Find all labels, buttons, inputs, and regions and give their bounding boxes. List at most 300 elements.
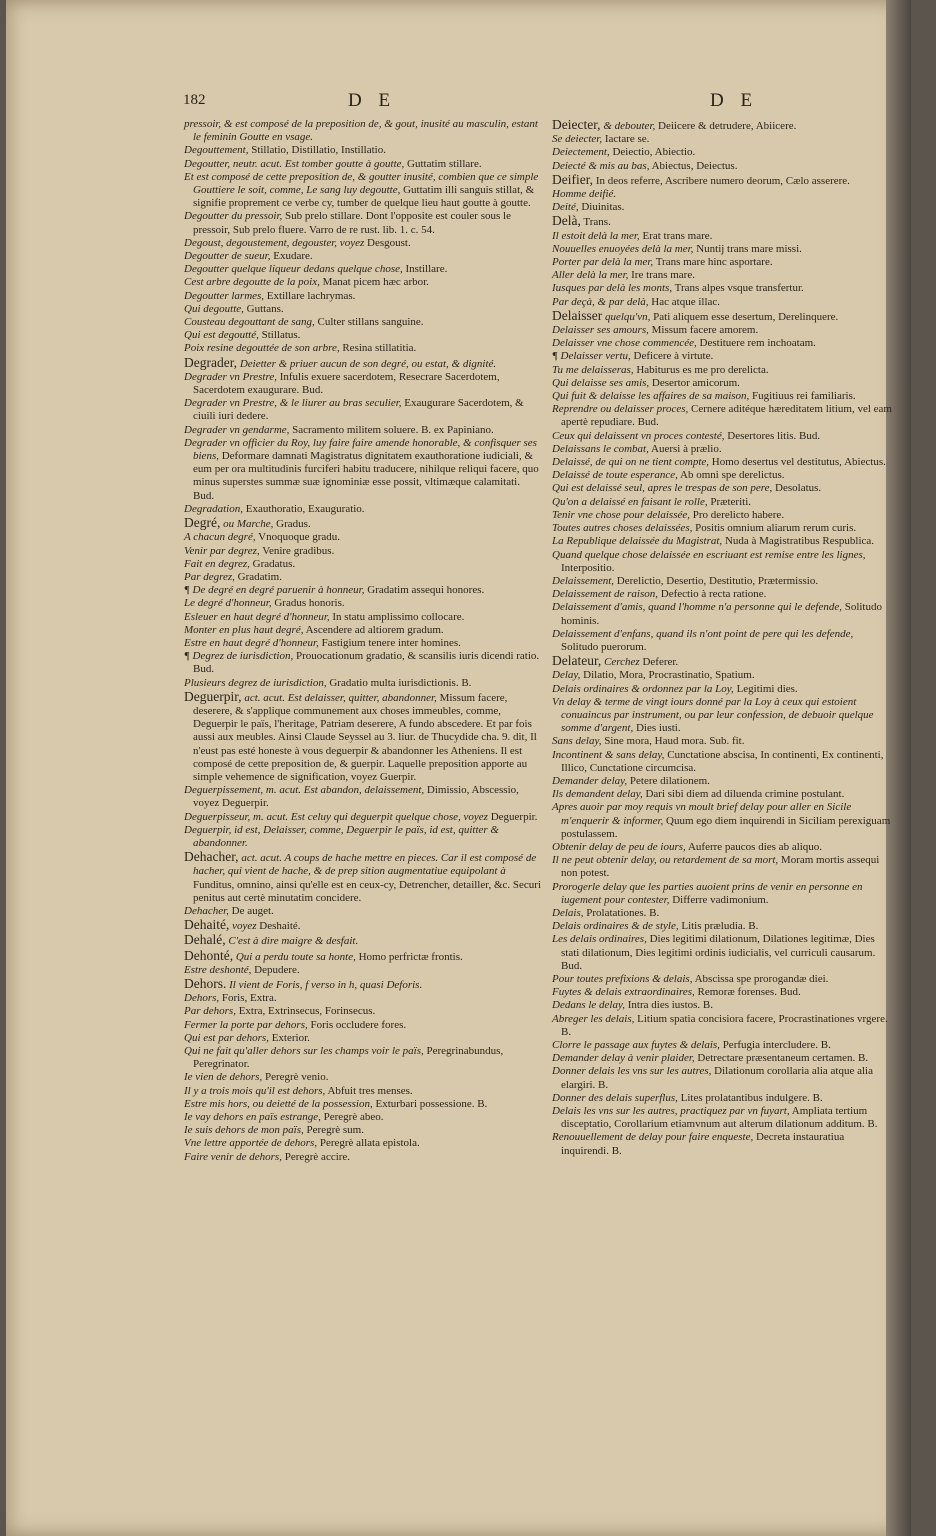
entry-french: Incontinent & sans delay, — [552, 748, 665, 761]
entry-french: Degoutter, neutr. acut. Est tomber goutte à goutte, — [184, 157, 405, 170]
entry-latin: Litis præludia. B. — [681, 920, 759, 933]
entry-latin: Desertores litis. Bud. — [727, 429, 821, 442]
entry-latin: Perfugia intercludere. B. — [722, 1039, 831, 1052]
dictionary-entry — [552, 443, 892, 456]
dictionary-entry — [184, 918, 542, 933]
entry-french: Degrader vn officier du Roy, luy faire faire amende honorable, & confisquer ses biens, — [184, 436, 537, 463]
entry-latin: Exaugurare Sacerdotem, & ciuili iuri dedere. — [193, 397, 524, 423]
dictionary-entry — [552, 133, 892, 146]
dictionary-entry — [552, 683, 892, 696]
entry-french: ¶ Degrez de iurisdiction, — [184, 650, 294, 663]
entry-french: & debouter, — [603, 120, 656, 132]
entry-latin: Gradus. — [276, 518, 311, 531]
entry-french: ¶ Delaisser vertu, — [552, 350, 631, 363]
entry-french: ou Marche, — [223, 518, 274, 531]
dictionary-entry — [184, 977, 542, 992]
entry-latin: Habiturus es me pro derelicta. — [636, 363, 769, 376]
entry-french: Qui delaisse ses amis, — [552, 376, 650, 389]
dictionary-entry — [184, 1137, 542, 1150]
dictionary-entry — [184, 210, 542, 236]
entry-latin: Destituere rem inchoatam. — [699, 337, 816, 350]
entry-headword: Delaisser — [552, 307, 603, 323]
entry-french: Apres auoir par moy requis vn moult brief delay pour aller en Sicile m'enquerir & informer, — [552, 801, 852, 827]
dictionary-entry — [184, 637, 542, 650]
entry-latin: Gradatim assequi honores. — [367, 584, 485, 597]
entry-latin: Interpositio. — [561, 561, 615, 574]
entry-french: Donner des delais superflus, — [552, 1091, 678, 1104]
dictionary-entry — [552, 1013, 892, 1039]
dictionary-entry — [552, 788, 892, 801]
entry-latin: Dilatio, Mora, Procrastinatio, Spatium. — [583, 669, 755, 682]
entry-french: Sans delay, — [552, 735, 602, 748]
entry-french: Cest arbre degoutte de la poix, — [184, 276, 320, 289]
dictionary-entry — [184, 1111, 542, 1124]
entry-french: Dehors, — [184, 992, 220, 1005]
entry-french: Porter par delà la mer, — [552, 256, 654, 269]
entry-latin: Pro derelicto habere. — [692, 508, 785, 521]
entry-french: Cousteau degouttant de sang, — [184, 316, 315, 329]
entry-latin: Exterior. — [271, 1031, 310, 1044]
entry-latin: Deficere à virtute. — [633, 350, 714, 363]
entry-french: La Republique delaissée du Magistrat, — [552, 535, 723, 548]
dictionary-entry — [552, 214, 892, 229]
entry-latin: Hac atque illac. — [651, 295, 721, 308]
entry-latin: Petere dilationem. — [629, 774, 710, 787]
entry-latin: Peregrinabundus, Peregrinator. — [193, 1045, 504, 1071]
entry-headword: Degrader, — [184, 354, 238, 370]
entry-headword: Delà, — [552, 213, 581, 229]
entry-latin: Infulis exuere sacerdotem, Resecrare Sacerdotem, Sacerdotem exaugurare. Bud. — [193, 370, 500, 397]
entry-french: Par deçà, & par delà, — [552, 295, 649, 308]
entry-headword: Deguerpir, — [184, 688, 242, 704]
entry-latin: Nuda à Magistratibus Respublica. — [724, 535, 875, 548]
entry-latin: De auget. — [231, 904, 274, 917]
entry-latin: Diuinitas. — [581, 201, 625, 214]
dictionary-entry — [184, 1071, 542, 1084]
dictionary-entry — [552, 1092, 892, 1105]
entry-french: Delais, — [552, 906, 584, 919]
entry-latin: Abfuit tres menses. — [327, 1084, 413, 1097]
entry-french: Toutes autres choses delaissées, — [552, 522, 693, 535]
dictionary-entry — [552, 920, 892, 933]
dictionary-entry — [552, 282, 892, 295]
entry-french: Ceux qui delaissent vn proces contesté, — [552, 429, 725, 442]
dictionary-entry — [552, 482, 892, 495]
entry-french: Degoutter quelque liqueur dedans quelque chose, — [184, 263, 403, 276]
dictionary-entry — [184, 545, 542, 558]
entry-latin: Peregrè accire. — [284, 1150, 351, 1163]
entry-french: Fait en degrez, — [184, 557, 250, 570]
dictionary-entry — [184, 597, 542, 610]
entry-french: Qui fuit & delaisse les affaires de sa maison, — [552, 390, 750, 403]
entry-french: Vne lettre apportée de dehors, — [184, 1137, 318, 1150]
entry-french: Qui est delaissé seul, apres le trespas de son pere, — [552, 482, 773, 495]
dictionary-entry — [184, 1098, 542, 1111]
entry-french: Renouuellement de delay pour faire enqueste, — [552, 1131, 754, 1144]
dictionary-entry — [184, 531, 542, 544]
dictionary-entry — [552, 146, 892, 159]
entry-french: Qui degoutte, — [184, 302, 244, 315]
entry-french: Vn delay & terme de vingt iours donné par la Loy à ceux qui estoient conuaincus par instrument, ou par leur confession, de debuoir quelque somme d'argent, — [552, 695, 874, 735]
entry-french: Delaissement, — [552, 574, 615, 587]
book-page — [6, 0, 911, 1536]
entry-french: Degoutter du pressoir, — [184, 210, 283, 223]
dictionary-entry — [552, 390, 892, 403]
dictionary-entry — [552, 775, 892, 788]
entry-latin: Depudere. — [254, 963, 300, 976]
dictionary-entry — [552, 654, 892, 669]
entry-latin: Missum facere amorem. — [651, 324, 759, 337]
entry-french: Degrader vn gendarme, — [184, 423, 290, 436]
dictionary-entry — [184, 290, 542, 303]
entry-french: Par degrez, — [184, 570, 235, 583]
entry-latin: Cunctatione abscisa, In continenti, Ex continenti, Illico, Cunctatione circumcisa. — [561, 748, 884, 774]
dictionary-entry — [184, 437, 542, 503]
entry-latin: Fugitiuus rei familiaris. — [752, 390, 856, 403]
entry-latin: Cernere aditéque hæreditatem litium, vel eam apertè repudiare. Bud. — [561, 403, 892, 429]
entry-latin: Prolatationes. B. — [586, 906, 660, 919]
entry-latin: Desertor amicorum. — [651, 376, 740, 389]
dictionary-entry — [184, 171, 542, 211]
dictionary-entry — [184, 784, 542, 810]
entry-latin: Prouocationum gradatio, & scansilis iuris dicendi ratio. Bud. — [193, 650, 540, 676]
entry-french: Iusques par delà les monts, — [552, 282, 673, 295]
entry-latin: Abiectus, Deiectus. — [651, 159, 738, 172]
entry-latin: Remoræ forenses. Bud. — [697, 986, 801, 999]
dictionary-entry — [552, 256, 892, 269]
entry-latin: Peregrè abeo. — [323, 1111, 384, 1124]
dictionary-entry — [552, 854, 892, 880]
dictionary-entry — [552, 160, 892, 173]
dictionary-entry — [184, 992, 542, 1005]
entry-headword: Deifier, — [552, 171, 594, 187]
dictionary-entry — [184, 905, 542, 918]
entry-french: Donner delais les vns sur les autres, — [552, 1065, 712, 1078]
entry-latin: Guttans. — [246, 302, 284, 315]
dictionary-entry — [552, 1052, 892, 1065]
entry-french: Delais ordinaires & de style, — [552, 920, 679, 933]
entry-french: Tu me delaisseras, — [552, 363, 634, 376]
dictionary-entry — [184, 342, 542, 355]
dictionary-entry — [184, 584, 542, 597]
entry-french: Monter en plus haut degré, — [184, 623, 304, 636]
entry-french: voyez — [232, 920, 257, 933]
dictionary-entry — [552, 309, 892, 324]
dictionary-entry — [184, 1151, 542, 1164]
dictionary-entry — [184, 329, 542, 342]
entry-latin: Ab omni spe derelictus. — [680, 469, 785, 482]
dictionary-entry — [184, 356, 542, 371]
entry-latin: Dimissio, Abscessio, voyez Deguerpir. — [193, 784, 519, 810]
entry-latin: Deformare damnati Magistratus dignitatem exauthoratione iudiciali, & eum per ora multitudinis furciferi habitu traducere, nihilque reliqui facere, quo minus superstes summæ suæ ignominiæ esse possit, vltimæque calamitati. Bud. — [193, 450, 539, 502]
entry-french: Demander delay à venir plaider, — [552, 1052, 695, 1065]
dictionary-entry — [184, 144, 542, 157]
dictionary-entry — [552, 201, 892, 214]
entry-latin: Resina stillatitia. — [342, 342, 417, 355]
entry-french: Clorre le passage aux fuytes & delais, — [552, 1039, 720, 1052]
entry-latin: Venire gradibus. — [262, 544, 335, 557]
entry-french: Estre mis hors, ou deietté de la possession, — [184, 1097, 373, 1110]
entry-latin: Positis omnium aliarum rerum curis. — [695, 522, 857, 535]
entry-french: Venir par degrez, — [184, 544, 260, 557]
dictionary-entry — [552, 1105, 892, 1131]
dictionary-entry — [552, 575, 892, 588]
dictionary-entry — [184, 690, 542, 784]
entry-latin: Derelictio, Desertio, Destitutio, Prætermissio. — [616, 574, 819, 587]
dictionary-entry — [184, 158, 542, 171]
dictionary-entry — [184, 118, 542, 144]
entry-french: Degoutter de sueur, — [184, 250, 271, 263]
dictionary-entry — [552, 973, 892, 986]
dictionary-entry — [184, 624, 542, 637]
entry-latin: Ire trans mare. — [631, 269, 695, 282]
entry-latin: Intra dies iustos. B. — [627, 999, 714, 1012]
dictionary-entry — [552, 1131, 892, 1157]
entry-french: Dedans le delay, — [552, 999, 626, 1012]
entry-latin: Solitudo puerorum. — [561, 640, 647, 653]
dictionary-entry — [184, 316, 542, 329]
dictionary-entry — [552, 269, 892, 282]
entry-latin: Deferer. — [642, 656, 679, 669]
entry-latin: Culter stillans sanguine. — [317, 316, 424, 329]
entry-latin: Foris, Extra. — [221, 992, 277, 1005]
dictionary-entry — [552, 296, 892, 309]
dictionary-entry — [184, 1019, 542, 1032]
entry-latin: Legitimi dies. — [736, 682, 798, 695]
dictionary-entry — [552, 496, 892, 509]
entry-latin: Auferre paucos dies ab aliquo. — [687, 840, 823, 853]
dictionary-entry — [552, 549, 892, 575]
entry-french: Estre deshonté, — [184, 963, 252, 976]
entry-headword: Dehacher, — [184, 849, 239, 865]
entry-latin: Homo perfrictæ frontis. — [358, 950, 463, 963]
dictionary-entry — [184, 949, 542, 964]
entry-french: Qui est par dehors, — [184, 1031, 269, 1044]
entry-latin: Peregrè sum. — [306, 1124, 364, 1137]
entry-french: Ils demandent delay, — [552, 788, 643, 801]
dictionary-entry — [184, 571, 542, 584]
left-running-head: D E — [348, 90, 397, 111]
entry-latin: Erat trans mare. — [642, 229, 713, 242]
entry-french: Dehacher, — [184, 904, 229, 917]
dictionary-entry — [552, 601, 892, 627]
dictionary-entry — [184, 850, 542, 905]
entry-latin: Præteriti. — [710, 495, 752, 508]
entry-latin: In statu amplissimo collocare. — [332, 610, 465, 623]
entry-latin: Trans. — [583, 216, 611, 229]
entry-french: Delay, — [552, 669, 581, 682]
entry-latin: Sine mora, Haud mora. Sub. fit. — [604, 735, 745, 748]
entry-french: Par dehors, — [184, 1005, 236, 1018]
dictionary-entry — [552, 456, 892, 469]
entry-french: Degoutter larmes, — [184, 289, 265, 302]
entry-latin: Iactare se. — [604, 133, 650, 146]
dictionary-entry — [552, 509, 892, 522]
right-running-head: D E — [710, 90, 759, 111]
entry-latin: Pati aliquem esse desertum, Derelinquere. — [653, 310, 839, 323]
entry-french: Faire venir de dehors, — [184, 1150, 282, 1163]
entry-french: C'est à dire maigre & desfait. — [228, 935, 359, 948]
entry-french: Deietter & priuer aucun de son degré, ou estat, & dignité. — [239, 357, 497, 370]
entry-french: Estre en haut degré d'honneur, — [184, 636, 319, 649]
entry-latin: Gradatus. — [252, 557, 296, 570]
dictionary-entry — [552, 350, 892, 363]
dictionary-entry — [184, 611, 542, 624]
entry-latin: Peregrè allata epistola. — [319, 1137, 420, 1150]
dictionary-entry — [552, 430, 892, 443]
dictionary-entry — [552, 1039, 892, 1052]
entry-french: Delaisser ses amours, — [552, 324, 649, 337]
entry-latin: Homo desertus vel destitutus, Abiectus. — [711, 456, 886, 469]
entry-latin: Trans mare hinc asportare. — [655, 256, 773, 269]
entry-french: Il vient de Foris, f verso in h, quasi Deforis. — [229, 979, 423, 991]
dictionary-entry — [184, 276, 542, 289]
right-column — [552, 118, 892, 1158]
entry-french: Pour toutes prefixions & delais, — [552, 973, 693, 985]
dictionary-entry — [552, 749, 892, 775]
entry-latin: Gradus honoris. — [274, 597, 345, 610]
entry-latin: Gradatio multa iurisdictionis. B. — [329, 676, 472, 689]
running-header — [6, 90, 911, 118]
entry-latin: Defectio à recta ratione. — [660, 588, 767, 601]
entry-latin: Manat picem hæc arbor. — [322, 276, 429, 289]
entry-french: Se deiecter, — [552, 133, 603, 146]
entry-latin: Foris occludere fores. — [310, 1018, 407, 1031]
entry-latin: Guttatim stillare. — [407, 157, 482, 170]
dictionary-entry — [552, 230, 892, 243]
entry-latin: Ampliata tertium disceptatio, Corollarium etiamvnum aut alterum dilationum additum. B. — [561, 1105, 878, 1131]
dictionary-entry — [552, 669, 892, 682]
entry-headword: Deiecter, — [552, 117, 601, 132]
dictionary-entry — [184, 263, 542, 276]
entry-french: Quand quelque chose delaissée en escriuant est remise entre les lignes, — [552, 548, 866, 561]
entry-latin: Decreta instauratiua inquirendi. B. — [561, 1131, 845, 1157]
dictionary-entry — [552, 469, 892, 482]
dictionary-entry — [184, 237, 542, 250]
entry-headword: Dehalé, — [184, 932, 226, 948]
entry-latin: Deiectio, Abiectio. — [612, 146, 696, 159]
entry-latin: Guttatim illi sanguis stillat, & signifie proprement ce verbe cy, tumber de quelque lieu haut goutte à goutte. — [193, 184, 535, 210]
entry-latin: Extra, Extrinsecus, Forinsecus. — [238, 1005, 376, 1018]
entry-french: act. acut. Est delaisser, quitter, abandonner, — [244, 691, 437, 704]
entry-latin: Instillare. — [405, 263, 448, 276]
entry-latin: Trans alpes vsque transfertur. — [674, 282, 804, 295]
dictionary-entry — [184, 933, 542, 948]
entry-french: Deité, — [552, 201, 579, 214]
entry-french: Deguerpir, id est, Delaisser, comme, Deguerpir le païs, id est, quitter & abandonner. — [184, 823, 499, 849]
entry-latin: Exturbari possessione. B. — [375, 1097, 488, 1110]
entry-french: Delais ordinaires & ordonnez par la Loy, — [552, 682, 734, 695]
entry-latin: Sub prelo stillare. Dont l'opposite est couler sous le pressoir, Sub prelo fluere. Varro de re rust. lib. 1. c. 54. — [193, 210, 511, 236]
dictionary-entry — [184, 1005, 542, 1018]
entry-latin: Exauthoratio, Exauguratio. — [245, 502, 365, 515]
entry-latin: Desgoust. — [367, 236, 411, 249]
entry-latin: Ascendere ad altiorem gradum. — [305, 623, 444, 636]
entry-latin: Dies legitimi dilationum, Dilationes legitimæ, Dies stati dilationum, Dies legitimi ordinis iudicialis, vel curriculi causarum. Bud. — [561, 933, 876, 972]
entry-french: Ie vay dehors en païs estrange, — [184, 1111, 321, 1124]
entry-french: Delaisser vne chose commencée, — [552, 337, 697, 350]
dictionary-entry — [552, 881, 892, 907]
dictionary-entry — [552, 1065, 892, 1091]
entry-headword: Dehors. — [184, 976, 227, 991]
entry-french: Abreger les delais, — [552, 1012, 635, 1025]
entry-latin: Differre vadimonium. — [672, 893, 769, 906]
entry-latin: Peregrè venio. — [264, 1071, 329, 1084]
dictionary-entry — [184, 250, 542, 263]
entry-latin: Dies iusti. — [635, 722, 681, 735]
entry-headword: Delateur, — [552, 653, 602, 669]
entry-french: Et est composé de cette preposition de, & goutter inusité, combien que ce simple Gouttiere le soit, comme, Le sang luy degoutte, — [184, 170, 539, 197]
dictionary-entry — [552, 735, 892, 748]
entry-latin: Gradatim. — [237, 570, 282, 583]
entry-french: Delaissement d'amis, quand l'homme n'a personne qui le defende, — [552, 601, 842, 614]
dictionary-entry — [552, 696, 892, 736]
entry-latin: Dari sibi diem ad diluenda crimine postulant. — [645, 788, 845, 801]
entry-french: Degrader vn Prestre, — [184, 370, 277, 383]
entry-latin: Funditus, omnino, ainsi qu'elle est en ceux-cy, Detrencher, detailler, &c. Securi penitus aut certè minutatim concidere. — [193, 878, 542, 904]
entry-latin: Solitudo hominis. — [561, 601, 882, 627]
entry-latin: Extillare lachrymas. — [266, 289, 356, 302]
dictionary-entry — [184, 1045, 542, 1071]
entry-latin: Detrectare præsentaneum certamen. B. — [697, 1052, 869, 1065]
page-number: 182 — [183, 92, 206, 108]
entry-latin: Desolatus. — [775, 482, 822, 495]
dictionary-entry — [184, 397, 542, 423]
entry-french: Cerchez — [604, 656, 640, 669]
dictionary-entry — [552, 173, 892, 188]
entry-french: Delaissement d'enfans, quand ils n'ont point de pere qui les defende, — [552, 627, 854, 640]
entry-french: Qui est degoutté, — [184, 329, 259, 342]
entry-french: Degradation, — [184, 502, 243, 515]
left-column — [184, 118, 542, 1164]
dictionary-entry — [552, 377, 892, 390]
entry-latin: Deguerpir. — [490, 810, 538, 823]
entry-french: Deguerpissement, m. acut. Est abandon, delaissement, — [184, 784, 425, 797]
dictionary-entry — [552, 535, 892, 548]
dictionary-entry — [552, 118, 892, 133]
entry-french: Tenir vne chose pour delaissée, — [552, 508, 690, 521]
dictionary-entry — [184, 503, 542, 516]
dictionary-entry — [552, 403, 892, 429]
entry-latin: Lites prolatantibus indulgere. B. — [680, 1091, 823, 1104]
dictionary-entry — [184, 824, 542, 850]
entry-french: Il estoit delà la mer, — [552, 229, 640, 242]
entry-french: Il y a trois mois qu'il est dehors, — [184, 1084, 326, 1097]
entry-latin: Fastigium tenere inter homines. — [321, 636, 461, 649]
entry-french: Le degré d'honneur, — [184, 597, 272, 610]
entry-french: Delais les vns sur les autres, practiquez par vn fuyart, — [552, 1105, 790, 1118]
dictionary-entry — [184, 558, 542, 571]
dictionary-entry — [552, 628, 892, 654]
dictionary-entry — [552, 907, 892, 920]
entry-french: Poix resine degouttée de son arbre, — [184, 342, 340, 355]
entry-french: Ie suis dehors de mon païs, — [184, 1124, 304, 1137]
entry-french: Delaissé de toute esperance, — [552, 469, 678, 482]
dictionary-entry — [552, 522, 892, 535]
entry-french: Prorogerle delay que les parties auoient prins de venir en personne en iugement pour contester, — [552, 880, 863, 906]
dictionary-entry — [552, 324, 892, 337]
dictionary-entry — [184, 811, 542, 824]
entry-latin: Vnoquoque gradu. — [258, 531, 341, 544]
dictionary-entry — [552, 999, 892, 1012]
entry-french: Degrader vn Prestre, & le liurer au bras seculier, — [184, 397, 402, 410]
entry-french: Qui a perdu toute sa honte, — [235, 950, 356, 963]
dictionary-entry — [184, 1085, 542, 1098]
entry-latin: Missum facere, deserere, & s'applique communement aux choses immeubles, comme, Deguerpir le païs, l'heritage, Patriam deserere, A fundo abscedere. Et par fois aussi aux meubles. Ainsi Claude Seyssel au 3. liur. de Thucydide cha. 9. dit, Il n'eust pas esté honeste à vous deguerpir & abandonner les Atheniens. Il est composé de cette preposition de, & guerpir. Laquelle preposition apporte au simple vehemence de signification, voyez Guerpir. — [193, 691, 537, 783]
entry-french: Delaissans le combat, — [552, 442, 649, 455]
entry-latin: Dilationum corollaria alia atque alia elargiri. B. — [561, 1065, 873, 1091]
entry-french: Nouuelles enuoyées delà la mer, — [552, 242, 694, 255]
